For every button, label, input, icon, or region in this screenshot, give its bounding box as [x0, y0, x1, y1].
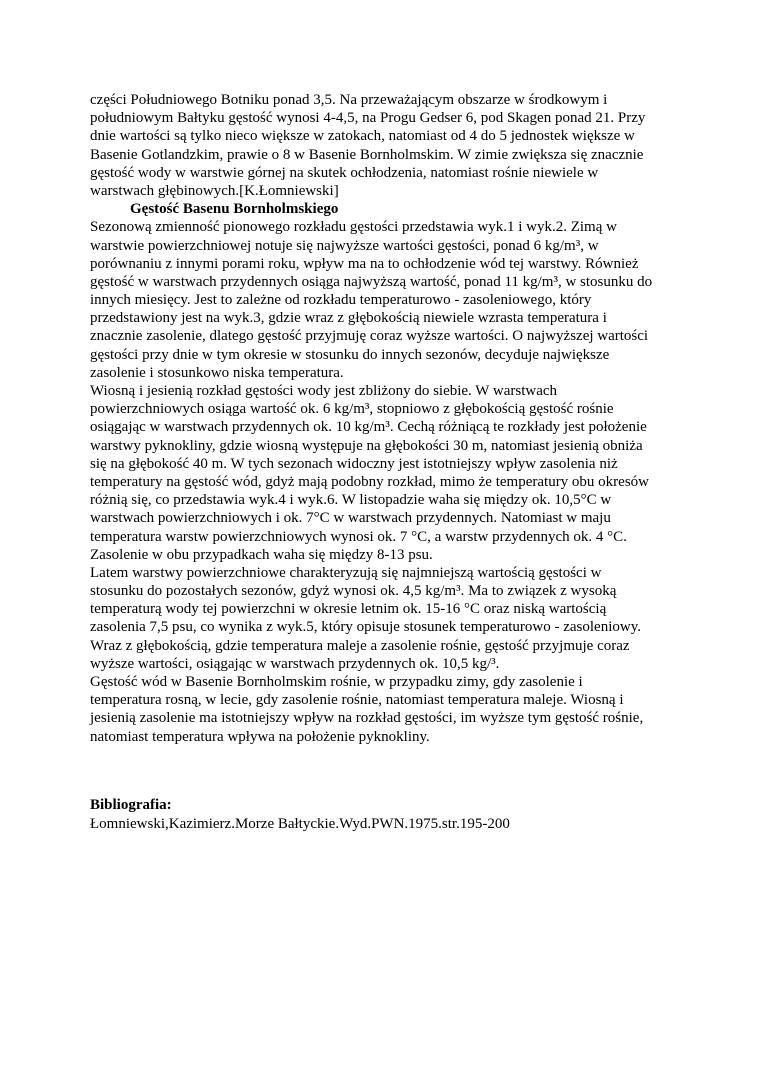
- text-line: części Południowego Botniku ponad 3,5. Na przeważającym obszarze w środkowym i: [90, 92, 608, 108]
- text-line: natomiast temperatura wpływa na położenie pyknokliny.: [90, 728, 430, 745]
- text-line: Wraz z głębokością, gdzie temperatura maleje a zasolenie rośnie, gęstość przyjmuje coraz: [90, 637, 630, 654]
- text-line: porównaniu z innymi porami roku, wpływ ma na to ochłodzenie wód tej warstwy. Również: [90, 255, 639, 272]
- text-line: temperatury na gęstość wód, gdyż mają podobny rozkład, mimo że temperatury obu okresów: [90, 473, 650, 490]
- paragraph-4: [90, 564, 670, 673]
- paragraph-5: [90, 673, 670, 746]
- text-line: stosunku do pozostałych sezonów, gdyż wynosi ok. 4,5 kg/m³. Ma to związek z wysoką: [90, 583, 617, 600]
- text-line: Zasolenie w obu przypadkach waha się między 8-13 psu.: [90, 546, 433, 563]
- bibliography-entry: Łomniewski,Kazimierz.Morze Bałtyckie.Wyd.PWN.1975.str.195-200: [90, 815, 510, 832]
- text-line: warstwie powierzchniowej notuje się najwyższe wartości gęstości, ponad 6 kg/m³, w: [90, 237, 599, 254]
- text-line: się na głębokość 40 m. W tych sezonach widoczny jest istotniejszy wpływ zasolenia niż: [90, 455, 618, 472]
- text-line: Basenie Gotlandzkim, prawie o 8 w Basenie Bornholmskim. W zimie zwiększa się znacznie: [90, 146, 644, 163]
- text-line: powierzchniowych osiąga wartość ok. 6 kg/m³, stopniowo z głębokością gęstość rośnie: [90, 401, 614, 418]
- text-line: Gęstość wód w Basenie Bornholmskim rośnie, w przypadku zimy, gdy zasolenie i: [90, 674, 583, 690]
- text-line: gęstość wody w warstwie górnej na skutek ochłodzenia, natomiast rośnie niewiele w: [90, 164, 599, 181]
- text-line: dnie wartości są tylko nieco większe w zatokach, natomiast od 4 do 5 jednostek większe w: [90, 128, 635, 145]
- paragraph-2: [90, 218, 670, 382]
- text-line: zasolenie i stosunkowo niska temperatura.: [90, 364, 344, 381]
- paragraph-1: [90, 91, 670, 200]
- text-line: przedstawiony jest na wyk.3, gdzie wraz z głębokością niewiele wzrasta temperatura i: [90, 310, 607, 327]
- text-line: jesienią zasolenie ma istotniejszy wpływ na rozkład gęstości, im wyższe tym gęstość rośnie,: [90, 710, 644, 727]
- text-line: południowym Bałtyku gęstość wynosi 4-4,5, na Progu Gedser 6, pod Skagen ponad 21. Przy: [90, 110, 646, 127]
- text-line: temperaturą wody tej powierzchni w okresie letnim ok. 15-16 °C oraz niską wartością: [90, 601, 607, 618]
- text-line: temperatura rosną, w lecie, gdy zasolenie rośnie, natomiast temperatura maleje. Wiosną i: [90, 692, 624, 709]
- text-line: osiągając w warstwach przydennych ok. 10 kg/m³. Cechą różniącą te rozkłady jest położenie: [90, 419, 647, 436]
- document-body: [90, 91, 670, 746]
- text-line: gęstość w warstwach przydennych osiąga najwyższą wartość, ponad 11 kg/m³, w stosunku do: [90, 273, 653, 290]
- text-line: temperatura warstw powierzchniowych wynosi ok. 7 °C, a warstw przydennych ok. 4 °C.: [90, 528, 627, 545]
- text-line: warstwach głębinowych.[K.Łomniewski]: [90, 182, 339, 199]
- bibliography: [90, 796, 510, 833]
- text-line: Sezonową zmienność pionowego rozkładu gęstości przedstawia wyk.1 i wyk.2. Zimą w: [90, 219, 617, 236]
- text-line: różnią się, co przedstawia wyk.4 i wyk.6. W listopadzie waha się między ok. 10,5°C w: [90, 492, 612, 509]
- text-line: gęstości przy dnie w tym okresie w stosunku do innych sezonów, decyduje największe: [90, 346, 610, 363]
- text-line: Wiosną i jesienią rozkład gęstości wody jest zbliżony do siebie. W warstwach: [90, 383, 558, 399]
- text-block: [90, 91, 670, 746]
- text-line: wyższe wartości, osiągając w warstwach przydennych ok. 10,5 kg/³.: [90, 655, 500, 672]
- paragraph-3: [90, 382, 670, 564]
- text-line: znacznie zasolenie, dlatego gęstość przyjmuję coraz wyższe wartości. O najwyższej wartości: [90, 328, 649, 345]
- text-line: warstwy pyknokliny, gdzie wiosną występuje na głębokości 30 m, natomiast jesienią obniża: [90, 437, 643, 454]
- text-line: Latem warstwy powierzchniowe charakteryzują się najmniejszą wartością gęstości w: [90, 564, 602, 581]
- text-line: warstwach powierzchniowych i ok. 7°C w warstwach przydennych. Natomiast w maju: [90, 510, 611, 527]
- text-line: innych miesięcy. Jest to zależne od rozkładu temperaturowo - zasoleniowego, który: [90, 292, 592, 309]
- section-heading: Gęstość Basenu Bornholmskiego: [130, 201, 339, 218]
- text-line: zasolenia 7,5 psu, co wynika z wyk.5, który opisuje stosunek temperaturowo - zasoleniowy.: [90, 619, 641, 636]
- bibliography-title: Bibliografia:: [90, 797, 172, 813]
